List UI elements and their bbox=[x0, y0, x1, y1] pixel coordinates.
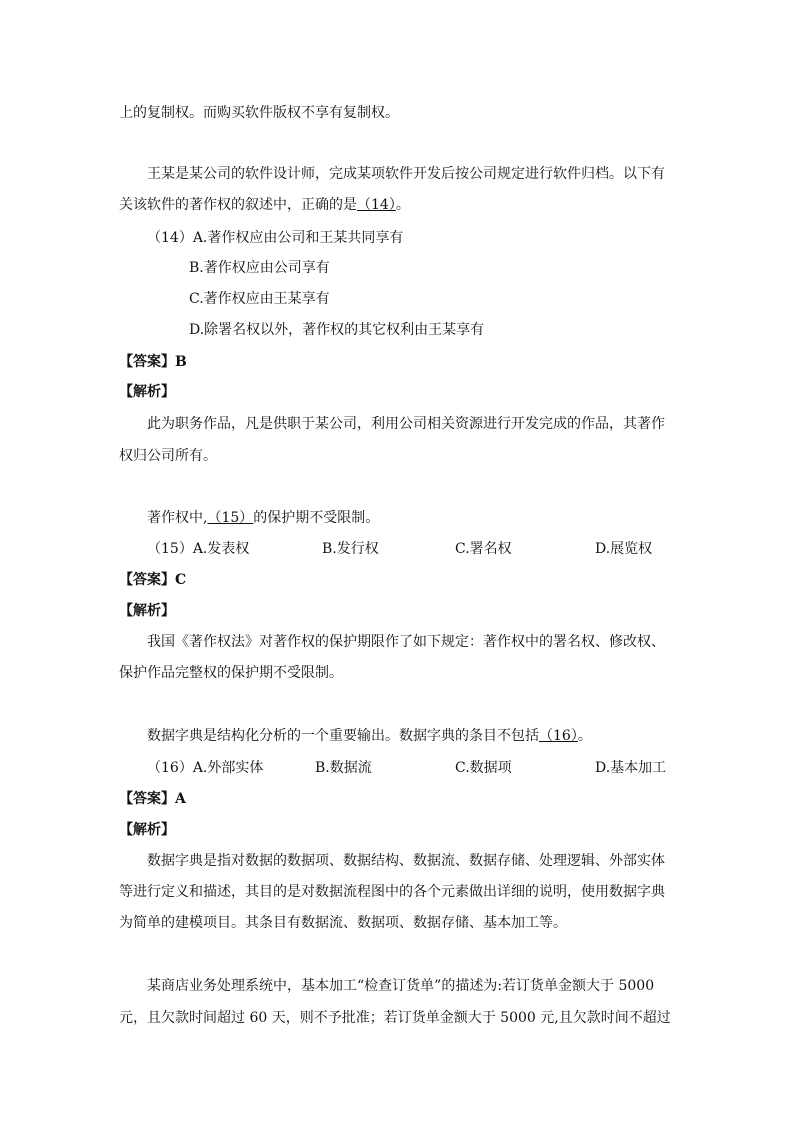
q14-blank: （14） bbox=[357, 197, 396, 213]
q14-answer bbox=[119, 352, 187, 372]
q14-stem-line2 bbox=[119, 195, 410, 215]
q15-analysis-line1: 我国《著作权法》对著作权的保护期限作了如下规定：著作权中的署名权、修改权、 bbox=[147, 634, 665, 650]
q16-answer bbox=[119, 789, 186, 809]
q14-stem-post: 。 bbox=[395, 197, 410, 213]
q14-analysis-label: 【解析】 bbox=[119, 384, 175, 400]
q14-analysis-line2: 权归公司所有。 bbox=[119, 448, 217, 464]
q14-option-b: B.著作权应由公司享有 bbox=[189, 260, 330, 276]
q16-stem bbox=[147, 726, 592, 746]
q14-option-d: D.除署名权以外，著作权的其它权利由王某享有 bbox=[189, 322, 485, 338]
q16-analysis-line2: 等进行定义和描述，其目的是对数据流程图中的各个元素做出详细的说明，使用数据字典 bbox=[119, 884, 665, 900]
q16-analysis-line1: 数据字典是指对数据的数据项、数据结构、数据流、数据存储、处理逻辑、外部实体 bbox=[147, 853, 665, 869]
q16-option-d: D.基本加工 bbox=[595, 760, 667, 776]
q16-blank: （16） bbox=[539, 728, 578, 744]
q16-stem-pre: 数据字典是结构化分析的一个重要输出。数据字典的条目不包括 bbox=[147, 728, 539, 744]
q15-option-a: （15）A.发表权 bbox=[147, 541, 250, 557]
q15-blank: （15） bbox=[207, 510, 254, 526]
q15-option-b: B.发行权 bbox=[322, 541, 379, 557]
q15-option-d: D.展览权 bbox=[595, 541, 653, 557]
q16-answer-value: A bbox=[175, 791, 186, 807]
q15-stem-post: 的保护期不受限制。 bbox=[253, 510, 380, 526]
q14-answer-value: B bbox=[175, 354, 187, 370]
q15-option-c: C.署名权 bbox=[455, 541, 512, 557]
q15-stem-pre: 著作权中, bbox=[147, 510, 208, 526]
q15-analysis-line2: 保护作品完整权的保护期不受限制。 bbox=[119, 665, 343, 681]
q14-stem-pre: 关该软件的著作权的叙述中，正确的是 bbox=[119, 197, 357, 213]
q14-answer-label: 【答案】 bbox=[119, 354, 175, 370]
q15-answer-value: C bbox=[175, 572, 187, 588]
intro-text: 上的复制权。而购买软件版权不享有复制权。 bbox=[119, 105, 399, 121]
q14-option-c: C.著作权应由王某享有 bbox=[189, 291, 330, 307]
q16-option-c: C.数据项 bbox=[455, 760, 512, 776]
q15-analysis-label: 【解析】 bbox=[119, 603, 175, 619]
q16-analysis-line3: 为简单的建模项目。其条目有数据流、数据项、数据存储、基本加工等。 bbox=[119, 915, 567, 931]
q17-stem-line2: 元，且欠款时间超过 60 天，则不予批准；若订货单金额大于 5000 元,且欠款时间不超过 bbox=[119, 1010, 671, 1026]
q17-stem-line1: 某商店业务处理系统中，基本加工“检查订货单”的描述为:若订货单金额大于 5000 bbox=[147, 978, 655, 994]
q14-stem-line1: 王某是某公司的软件设计师，完成某项软件开发后按公司规定进行软件归档。以下有 bbox=[147, 166, 665, 182]
q15-answer-label: 【答案】 bbox=[119, 572, 175, 588]
q14-option-a: （14）A.著作权应由公司和王某共同享有 bbox=[147, 230, 404, 246]
q14-analysis-line1: 此为职务作品，凡是供职于某公司，利用公司相关资源进行开发完成的作品，其著作 bbox=[147, 416, 665, 432]
q16-option-b: B.数据流 bbox=[315, 760, 372, 776]
q16-stem-post: 。 bbox=[577, 728, 592, 744]
q16-analysis-label: 【解析】 bbox=[119, 822, 175, 838]
q15-stem bbox=[147, 508, 379, 528]
q16-option-a: （16）A.外部实体 bbox=[147, 760, 264, 776]
q15-answer bbox=[119, 570, 186, 590]
q16-answer-label: 【答案】 bbox=[119, 791, 175, 807]
